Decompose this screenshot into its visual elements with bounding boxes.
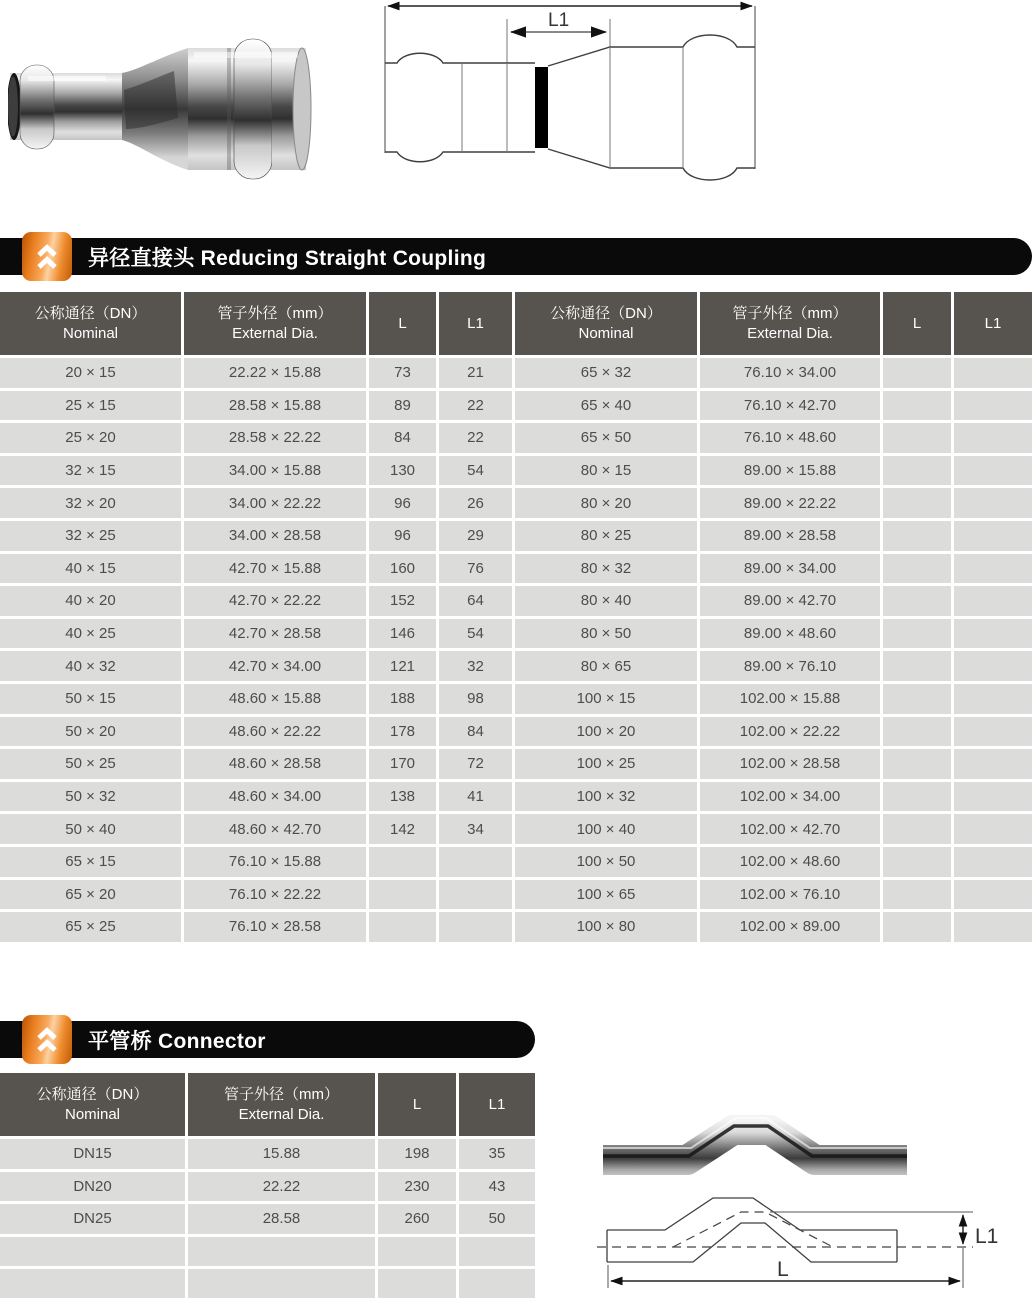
external-dia-cell: 89.00 × 76.10 xyxy=(700,651,880,681)
coupling-profile xyxy=(385,35,755,180)
l-cell xyxy=(883,488,951,518)
nominal-cell: 40 × 20 xyxy=(0,586,181,616)
l1-cell: 76 xyxy=(439,554,512,584)
external-dia-cell: 42.70 × 22.22 xyxy=(184,586,366,616)
l1-cell xyxy=(954,651,1032,681)
external-dia-cell: 28.58 × 15.88 xyxy=(184,391,366,421)
l-cell: 96 xyxy=(369,488,436,518)
nominal-cell: 25 × 20 xyxy=(0,423,181,453)
external-dia-cell: 102.00 × 76.10 xyxy=(700,880,880,910)
l1-cell: 22 xyxy=(439,391,512,421)
header-nominal: 公称通径（DN） Nominal xyxy=(0,292,181,355)
nominal-cell: 80 × 40 xyxy=(515,586,697,616)
l-cell xyxy=(883,554,951,584)
l-cell xyxy=(883,651,951,681)
l1-cell: 43 xyxy=(459,1172,535,1202)
external-dia-cell: 102.00 × 89.00 xyxy=(700,912,880,942)
nominal-cell: 50 × 25 xyxy=(0,749,181,779)
header-l1: L1 xyxy=(439,292,512,355)
seal-band xyxy=(535,67,548,148)
l1-cell xyxy=(954,684,1032,714)
l1-cell xyxy=(954,749,1032,779)
l1-cell xyxy=(954,814,1032,844)
connector-table xyxy=(0,1073,535,1298)
external-dia-cell: 76.10 × 22.22 xyxy=(184,880,366,910)
l1-cell: 54 xyxy=(439,456,512,486)
l-cell: 89 xyxy=(369,391,436,421)
external-dia-cell: 89.00 × 34.00 xyxy=(700,554,880,584)
header-l1: L1 xyxy=(459,1073,535,1136)
double-chevron-up-icon xyxy=(29,1022,65,1058)
nominal-cell: 65 × 40 xyxy=(515,391,697,421)
nominal-cell: 40 × 15 xyxy=(0,554,181,584)
l-cell: 152 xyxy=(369,586,436,616)
external-dia-cell: 102.00 × 42.70 xyxy=(700,814,880,844)
l1-cell xyxy=(954,358,1032,388)
external-dia-cell: 76.10 × 48.60 xyxy=(700,423,880,453)
l-cell xyxy=(378,1269,456,1298)
l1-cell: 54 xyxy=(439,619,512,649)
l1-cell: 22 xyxy=(439,423,512,453)
l1-cell xyxy=(954,391,1032,421)
external-dia-cell: 89.00 × 15.88 xyxy=(700,456,880,486)
double-chevron-up-icon xyxy=(29,239,65,275)
nominal-cell: DN25 xyxy=(0,1204,185,1234)
nominal-cell: 100 × 25 xyxy=(515,749,697,779)
nominal-cell: 50 × 32 xyxy=(0,782,181,812)
connector-profile xyxy=(607,1198,897,1262)
l-cell xyxy=(369,880,436,910)
l-cell xyxy=(883,521,951,551)
l1-cell xyxy=(954,586,1032,616)
l-cell xyxy=(883,358,951,388)
l-cell xyxy=(369,912,436,942)
l-cell: 96 xyxy=(369,521,436,551)
l-cell: 84 xyxy=(369,423,436,453)
l1-cell: 34 xyxy=(439,814,512,844)
header-external-dia: 管子外径（mm） External Dia. xyxy=(184,292,366,355)
nominal-cell: 65 × 15 xyxy=(0,847,181,877)
nominal-cell: 100 × 15 xyxy=(515,684,697,714)
nominal-cell: 80 × 25 xyxy=(515,521,697,551)
l-cell xyxy=(883,814,951,844)
nominal-cell: 50 × 40 xyxy=(0,814,181,844)
nominal-cell: 80 × 50 xyxy=(515,619,697,649)
l1-cell xyxy=(439,847,512,877)
l1-cell: 21 xyxy=(439,358,512,388)
large-press-bead xyxy=(234,39,272,179)
l1-cell xyxy=(954,619,1032,649)
l1-cell xyxy=(954,717,1032,747)
section-banner-coupling xyxy=(0,238,1032,275)
l1-cell: 41 xyxy=(439,782,512,812)
external-dia-cell: 102.00 × 15.88 xyxy=(700,684,880,714)
nominal-cell: 80 × 15 xyxy=(515,456,697,486)
l1-cell xyxy=(954,456,1032,486)
l1-cell: 50 xyxy=(459,1204,535,1234)
l-cell xyxy=(883,880,951,910)
external-dia-cell: 89.00 × 28.58 xyxy=(700,521,880,551)
l-cell xyxy=(883,782,951,812)
l-cell: 73 xyxy=(369,358,436,388)
nominal-cell: 100 × 50 xyxy=(515,847,697,877)
l1-cell xyxy=(459,1237,535,1267)
header-l: L xyxy=(883,292,951,355)
nominal-cell: 50 × 15 xyxy=(0,684,181,714)
external-dia-cell xyxy=(188,1269,375,1298)
header-external-dia: 管子外径（mm） External Dia. xyxy=(700,292,880,355)
external-dia-cell: 28.58 × 22.22 xyxy=(184,423,366,453)
chevron-up-badge xyxy=(22,1015,72,1064)
external-dia-cell: 76.10 × 28.58 xyxy=(184,912,366,942)
external-dia-cell: 89.00 × 42.70 xyxy=(700,586,880,616)
header-nominal: 公称通径（DN） Nominal xyxy=(515,292,697,355)
l1-cell: 98 xyxy=(439,684,512,714)
l-cell: 160 xyxy=(369,554,436,584)
l-cell xyxy=(883,619,951,649)
external-dia-cell: 102.00 × 22.22 xyxy=(700,717,880,747)
nominal-cell: 65 × 50 xyxy=(515,423,697,453)
nominal-cell: 32 × 20 xyxy=(0,488,181,518)
l1-cell: 72 xyxy=(439,749,512,779)
nominal-cell: 100 × 80 xyxy=(515,912,697,942)
nominal-cell: 80 × 65 xyxy=(515,651,697,681)
header-l: L xyxy=(378,1073,456,1136)
l-cell: 260 xyxy=(378,1204,456,1234)
l1-cell: 84 xyxy=(439,717,512,747)
nominal-cell xyxy=(0,1237,185,1267)
external-dia-cell: 34.00 × 22.22 xyxy=(184,488,366,518)
l-cell xyxy=(369,847,436,877)
l1-cell: 29 xyxy=(439,521,512,551)
nominal-cell: DN20 xyxy=(0,1172,185,1202)
external-dia-cell: 48.60 × 22.22 xyxy=(184,717,366,747)
header-nominal: 公称通径（DN） Nominal xyxy=(0,1073,185,1136)
l1-cell xyxy=(954,782,1032,812)
l-cell xyxy=(883,749,951,779)
l-cell: 170 xyxy=(369,749,436,779)
connector-drawing xyxy=(595,1190,1032,1296)
l1-cell xyxy=(954,488,1032,518)
l-cell xyxy=(883,684,951,714)
external-dia-cell: 102.00 × 34.00 xyxy=(700,782,880,812)
external-dia-cell: 76.10 × 15.88 xyxy=(184,847,366,877)
connector-photo xyxy=(595,1112,915,1190)
l1-cell xyxy=(459,1269,535,1298)
nominal-cell: 65 × 20 xyxy=(0,880,181,910)
l-cell xyxy=(883,586,951,616)
l-cell xyxy=(883,912,951,942)
nominal-cell: 100 × 20 xyxy=(515,717,697,747)
nominal-cell: DN15 xyxy=(0,1139,185,1169)
l-cell xyxy=(883,847,951,877)
header-l1: L1 xyxy=(954,292,1032,355)
nominal-cell: 50 × 20 xyxy=(0,717,181,747)
l1-cell xyxy=(954,880,1032,910)
dim-label-l1: L1 xyxy=(548,10,570,31)
nominal-cell xyxy=(0,1269,185,1298)
external-dia-cell: 89.00 × 48.60 xyxy=(700,619,880,649)
l-cell: 230 xyxy=(378,1172,456,1202)
external-dia-cell: 34.00 × 15.88 xyxy=(184,456,366,486)
l1-cell xyxy=(439,912,512,942)
reducing-coupling-photo xyxy=(8,28,313,190)
external-dia-cell: 89.00 × 22.22 xyxy=(700,488,880,518)
nominal-cell: 32 × 25 xyxy=(0,521,181,551)
l1-cell xyxy=(954,554,1032,584)
external-dia-cell: 15.88 xyxy=(188,1139,375,1169)
section-banner-connector xyxy=(0,1021,535,1058)
nominal-cell: 32 × 15 xyxy=(0,456,181,486)
header-l: L xyxy=(369,292,436,355)
l-cell: 142 xyxy=(369,814,436,844)
l1-cell: 35 xyxy=(459,1139,535,1169)
l-cell: 188 xyxy=(369,684,436,714)
l1-cell xyxy=(954,847,1032,877)
l1-cell xyxy=(954,423,1032,453)
nominal-cell: 100 × 40 xyxy=(515,814,697,844)
nominal-cell: 100 × 65 xyxy=(515,880,697,910)
external-dia-cell: 34.00 × 28.58 xyxy=(184,521,366,551)
header-external-dia: 管子外径（mm） External Dia. xyxy=(188,1073,375,1136)
l-cell xyxy=(378,1237,456,1267)
l1-cell xyxy=(954,912,1032,942)
reducing-coupling-drawing xyxy=(380,0,760,192)
l1-cell: 32 xyxy=(439,651,512,681)
l1-cell: 64 xyxy=(439,586,512,616)
external-dia-cell: 48.60 × 28.58 xyxy=(184,749,366,779)
external-dia-cell: 28.58 xyxy=(188,1204,375,1234)
l-cell: 130 xyxy=(369,456,436,486)
nominal-cell: 40 × 32 xyxy=(0,651,181,681)
external-dia-cell: 76.10 × 34.00 xyxy=(700,358,880,388)
nominal-cell: 100 × 32 xyxy=(515,782,697,812)
l-cell xyxy=(883,423,951,453)
coupling-table xyxy=(0,292,1032,942)
l1-cell xyxy=(439,880,512,910)
l-cell xyxy=(883,456,951,486)
nominal-cell: 20 × 15 xyxy=(0,358,181,388)
external-dia-cell: 22.22 × 15.88 xyxy=(184,358,366,388)
nominal-cell: 65 × 25 xyxy=(0,912,181,942)
l-cell: 198 xyxy=(378,1139,456,1169)
external-dia-cell: 102.00 × 48.60 xyxy=(700,847,880,877)
external-dia-cell: 102.00 × 28.58 xyxy=(700,749,880,779)
l-cell: 146 xyxy=(369,619,436,649)
l1-cell xyxy=(954,521,1032,551)
external-dia-cell: 42.70 × 34.00 xyxy=(184,651,366,681)
nominal-cell: 80 × 32 xyxy=(515,554,697,584)
external-dia-cell xyxy=(188,1237,375,1267)
external-dia-cell: 48.60 × 15.88 xyxy=(184,684,366,714)
external-dia-cell: 22.22 xyxy=(188,1172,375,1202)
external-dia-cell: 76.10 × 42.70 xyxy=(700,391,880,421)
l-cell xyxy=(883,391,951,421)
section-title: 平管桥 Connector xyxy=(88,1029,266,1053)
nominal-cell: 80 × 20 xyxy=(515,488,697,518)
external-dia-cell: 48.60 × 34.00 xyxy=(184,782,366,812)
l-cell xyxy=(883,717,951,747)
l-cell: 178 xyxy=(369,717,436,747)
dim-label-l1: L1 xyxy=(975,1225,999,1248)
external-dia-cell: 42.70 × 28.58 xyxy=(184,619,366,649)
l-cell: 138 xyxy=(369,782,436,812)
section-title: 异径直接头 Reducing Straight Coupling xyxy=(88,246,487,270)
external-dia-cell: 42.70 × 15.88 xyxy=(184,554,366,584)
chevron-up-badge xyxy=(22,232,72,281)
l1-cell: 26 xyxy=(439,488,512,518)
external-dia-cell: 48.60 × 42.70 xyxy=(184,814,366,844)
nominal-cell: 40 × 25 xyxy=(0,619,181,649)
l-cell: 121 xyxy=(369,651,436,681)
dim-label-l: L xyxy=(777,1258,789,1281)
nominal-cell: 65 × 32 xyxy=(515,358,697,388)
nominal-cell: 25 × 15 xyxy=(0,391,181,421)
